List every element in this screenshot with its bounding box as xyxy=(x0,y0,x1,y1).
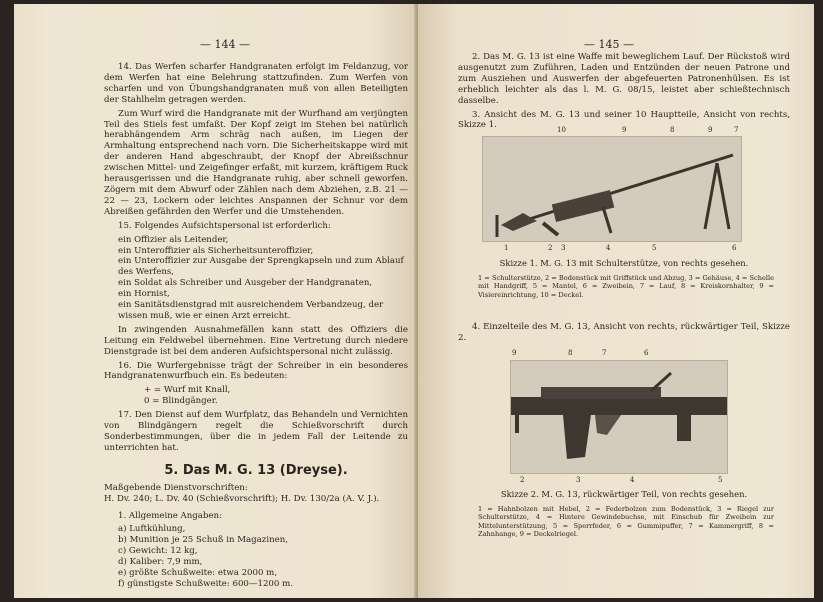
figure-1-caption: Skizze 1. M. G. 13 mit Schulterstütze, von rechts gesehen. xyxy=(499,258,749,268)
paragraph-4: 4. Einzelteile des M. G. 13, Ansicht von rechts, rückwärtiger Teil, Skizze 2. xyxy=(458,322,790,343)
callout-label: 2 xyxy=(548,244,553,252)
paragraph-15-intro: 15. Folgendes Aufsichtspersonal ist erforderlich: xyxy=(118,220,331,231)
callout-label: 2 xyxy=(520,476,525,484)
paragraph-14: 14. Das Werfen scharfer Handgranaten erfolgt im Feldanzug, vor dem Werfen hat eine Belehrung stattzufinden. Zum Werfen von scharfen und von Übungshandgranaten muß von allen Beteiligten der Stahlhelm getragen werden. xyxy=(104,62,408,105)
section-heading: 5. Das M. G. 13 (Dreyse). xyxy=(164,462,348,478)
callout-label: 9 xyxy=(708,126,713,134)
figure-2-photo xyxy=(510,360,728,474)
paragraph-15-note: In zwingenden Ausnahmefällen kann statt des Offiziers die Leitung ein Feldwebel übernehmen. Eine Vertretung durch niedere Dienstgrade ist bei dem anderen Aufsichtspersonal nicht zulässig. xyxy=(104,324,408,357)
general-list xyxy=(104,524,408,589)
figure-1-photo xyxy=(482,136,742,242)
list-item: ein Offizier als Leitender, xyxy=(118,234,229,245)
callout-label: 4 xyxy=(630,476,635,484)
symbol-knall: + = Wurf mit Knall, xyxy=(144,385,231,396)
symbol-blindgaenger: 0 = Blindgänger. xyxy=(144,396,218,407)
callout-label: 9 xyxy=(512,349,517,357)
mg13-side-view-icon xyxy=(483,137,741,241)
callout-label: 6 xyxy=(732,244,737,252)
paragraph-16: 16. Die Wurfergebnisse trägt der Schreiber in ein besonderes Handgranatenwurfbuch ein. Es bedeuten: xyxy=(104,360,408,382)
callout-label: 5 xyxy=(652,244,657,252)
left-page xyxy=(14,4,418,598)
list-item: ein Unteroffizier als Sicherheitsunteroffizier, xyxy=(118,245,314,256)
callout-label: 7 xyxy=(734,126,739,134)
paragraph-17: 17. Den Dienst auf dem Wurfplatz, das Behandeln und Vernichten von Blindgängern regelt die Schießvorschrift durch Sonderbestimmungen, über die in jedem Fall der Leitende zu unterrichten hat. xyxy=(104,410,408,453)
callout-label: 5 xyxy=(718,476,723,484)
list-item: f) günstigste Schußweite: 600—1200 m. xyxy=(118,578,293,589)
general-heading: 1. Allgemeine Angaben: xyxy=(118,510,222,521)
regulations-title: Maßgebende Dienstvorschriften: xyxy=(104,482,248,493)
callout-label: 3 xyxy=(576,476,581,484)
list-item: ein Sanitätsdienstgrad mit ausreichendem Verbandzeug, der wissen muß, wie er einen Arzt erreicht. xyxy=(118,300,384,321)
open-book xyxy=(14,4,814,598)
callout-label: 4 xyxy=(606,244,611,252)
figure-1-legend: 1 = Schulterstütze, 2 = Bodenstück mit Griffstück und Abzug, 3 = Gehäuse, 4 = Schelle mit Handgriff, 5 = Mantel, 6 = Zweibein, 7 = Lauf, 8 = Kreiskornhalter, 9 = Visiereinrichtung, 10 = Deckel. xyxy=(478,274,774,299)
list-item: c) Gewicht: 12 kg, xyxy=(118,546,198,557)
list-item: d) Kaliber: 7,9 mm, xyxy=(118,557,203,568)
right-page xyxy=(418,4,814,598)
callout-label: 1 xyxy=(504,244,509,252)
list-item: ein Unteroffizier zur Ausgabe der Sprengkapseln und zum Ablauf des Werfens, xyxy=(118,256,404,278)
callout-label: 7 xyxy=(602,349,607,357)
list-item: ein Hornist, xyxy=(118,289,170,300)
figure-2-legend: 1 = Hahnbolzen mit Hebel, 2 = Federbolzen zum Bodenstück, 3 = Riegel zur Schulterstütze, 4 = Hintere Gewindebuchse, mit Einschub für Zweibein zur Mittelunterstützung, 5 = Sperrfeder, 6 = Gummipuffer, 7 = Kammergriff, 8 = Zahnhange, 9 = Deckelriegel. xyxy=(478,505,774,539)
right-page-text-mid xyxy=(458,322,790,347)
paragraph-wurf: Zum Wurf wird die Handgranate mit der Wurfhand am verjüngten Teil des Stiels fest umfaßt. Der Kopf zeigt im Stehen bei natürlich herabhängendem Arm schräg nach außen, im Liegen der Armhaltung entsprechend nach vorn. Die Sicherheitskappe wird mit der anderen Hand abgeschraubt, der Knopf der Abreißschnur zwischen Mittel- und Zeigefinger erfaßt, mit kurzem, kräftigem Ruck herausgerissen und die Handgranate ruhig, aber schnell geworfen. Zögern mit dem Abwurf oder Zählen nach dem Abziehen, z.B. 21 — 22 — 23, Lockern oder leichtes Anspannen der Schnur vor dem Abreißen gefährden den Werfer und die Umstehenden. xyxy=(104,108,408,217)
paragraph-3: 3. Ansicht des M. G. 13 und seiner 10 Hauptteile, Ansicht von rechts, Skizze 1. xyxy=(458,109,790,131)
callout-label: 10 xyxy=(557,126,566,134)
list-item: e) größte Schußweite: etwa 2000 m, xyxy=(118,568,278,579)
page-number: — 145 — xyxy=(584,38,634,51)
callout-label: 3 xyxy=(561,244,566,252)
left-page-text xyxy=(104,62,408,593)
supervisor-list xyxy=(104,235,408,322)
callout-label: 8 xyxy=(670,126,675,134)
page-number: — 144 — xyxy=(200,38,250,51)
mg13-rear-part-icon xyxy=(511,361,727,473)
callout-label: 9 xyxy=(622,126,627,134)
figure-2-caption: Skizze 2. M. G. 13, rückwärtiger Teil, von rechts gesehen. xyxy=(500,489,748,499)
callout-label: 8 xyxy=(568,349,573,357)
list-item: b) Munition je 25 Schuß in Magazinen, xyxy=(118,535,288,546)
callout-label: 6 xyxy=(644,349,649,357)
right-page-text-top xyxy=(458,52,790,134)
list-item: a) Luftkühlung, xyxy=(118,524,186,535)
paragraph-2: 2. Das M. G. 13 ist eine Waffe mit beweglichem Lauf. Der Rückstoß wird ausgenutzt zum Zuführen, Laden und Entzünden der neuen Patrone und zum Ausziehen und Auswerfen der abgefeuerten Patronenhülsen. Es ist erheblich leichter als das l. M. G. 08/15, leistet aber schießtechnisch dasselbe. xyxy=(458,52,790,106)
list-item: ein Soldat als Schreiber und Ausgeber der Handgranaten, xyxy=(118,278,373,289)
regulations-text: H. Dv. 240; L. Dv. 40 (Schießvorschrift); H. Dv. 130/2a (A. V. J.). xyxy=(104,493,380,504)
